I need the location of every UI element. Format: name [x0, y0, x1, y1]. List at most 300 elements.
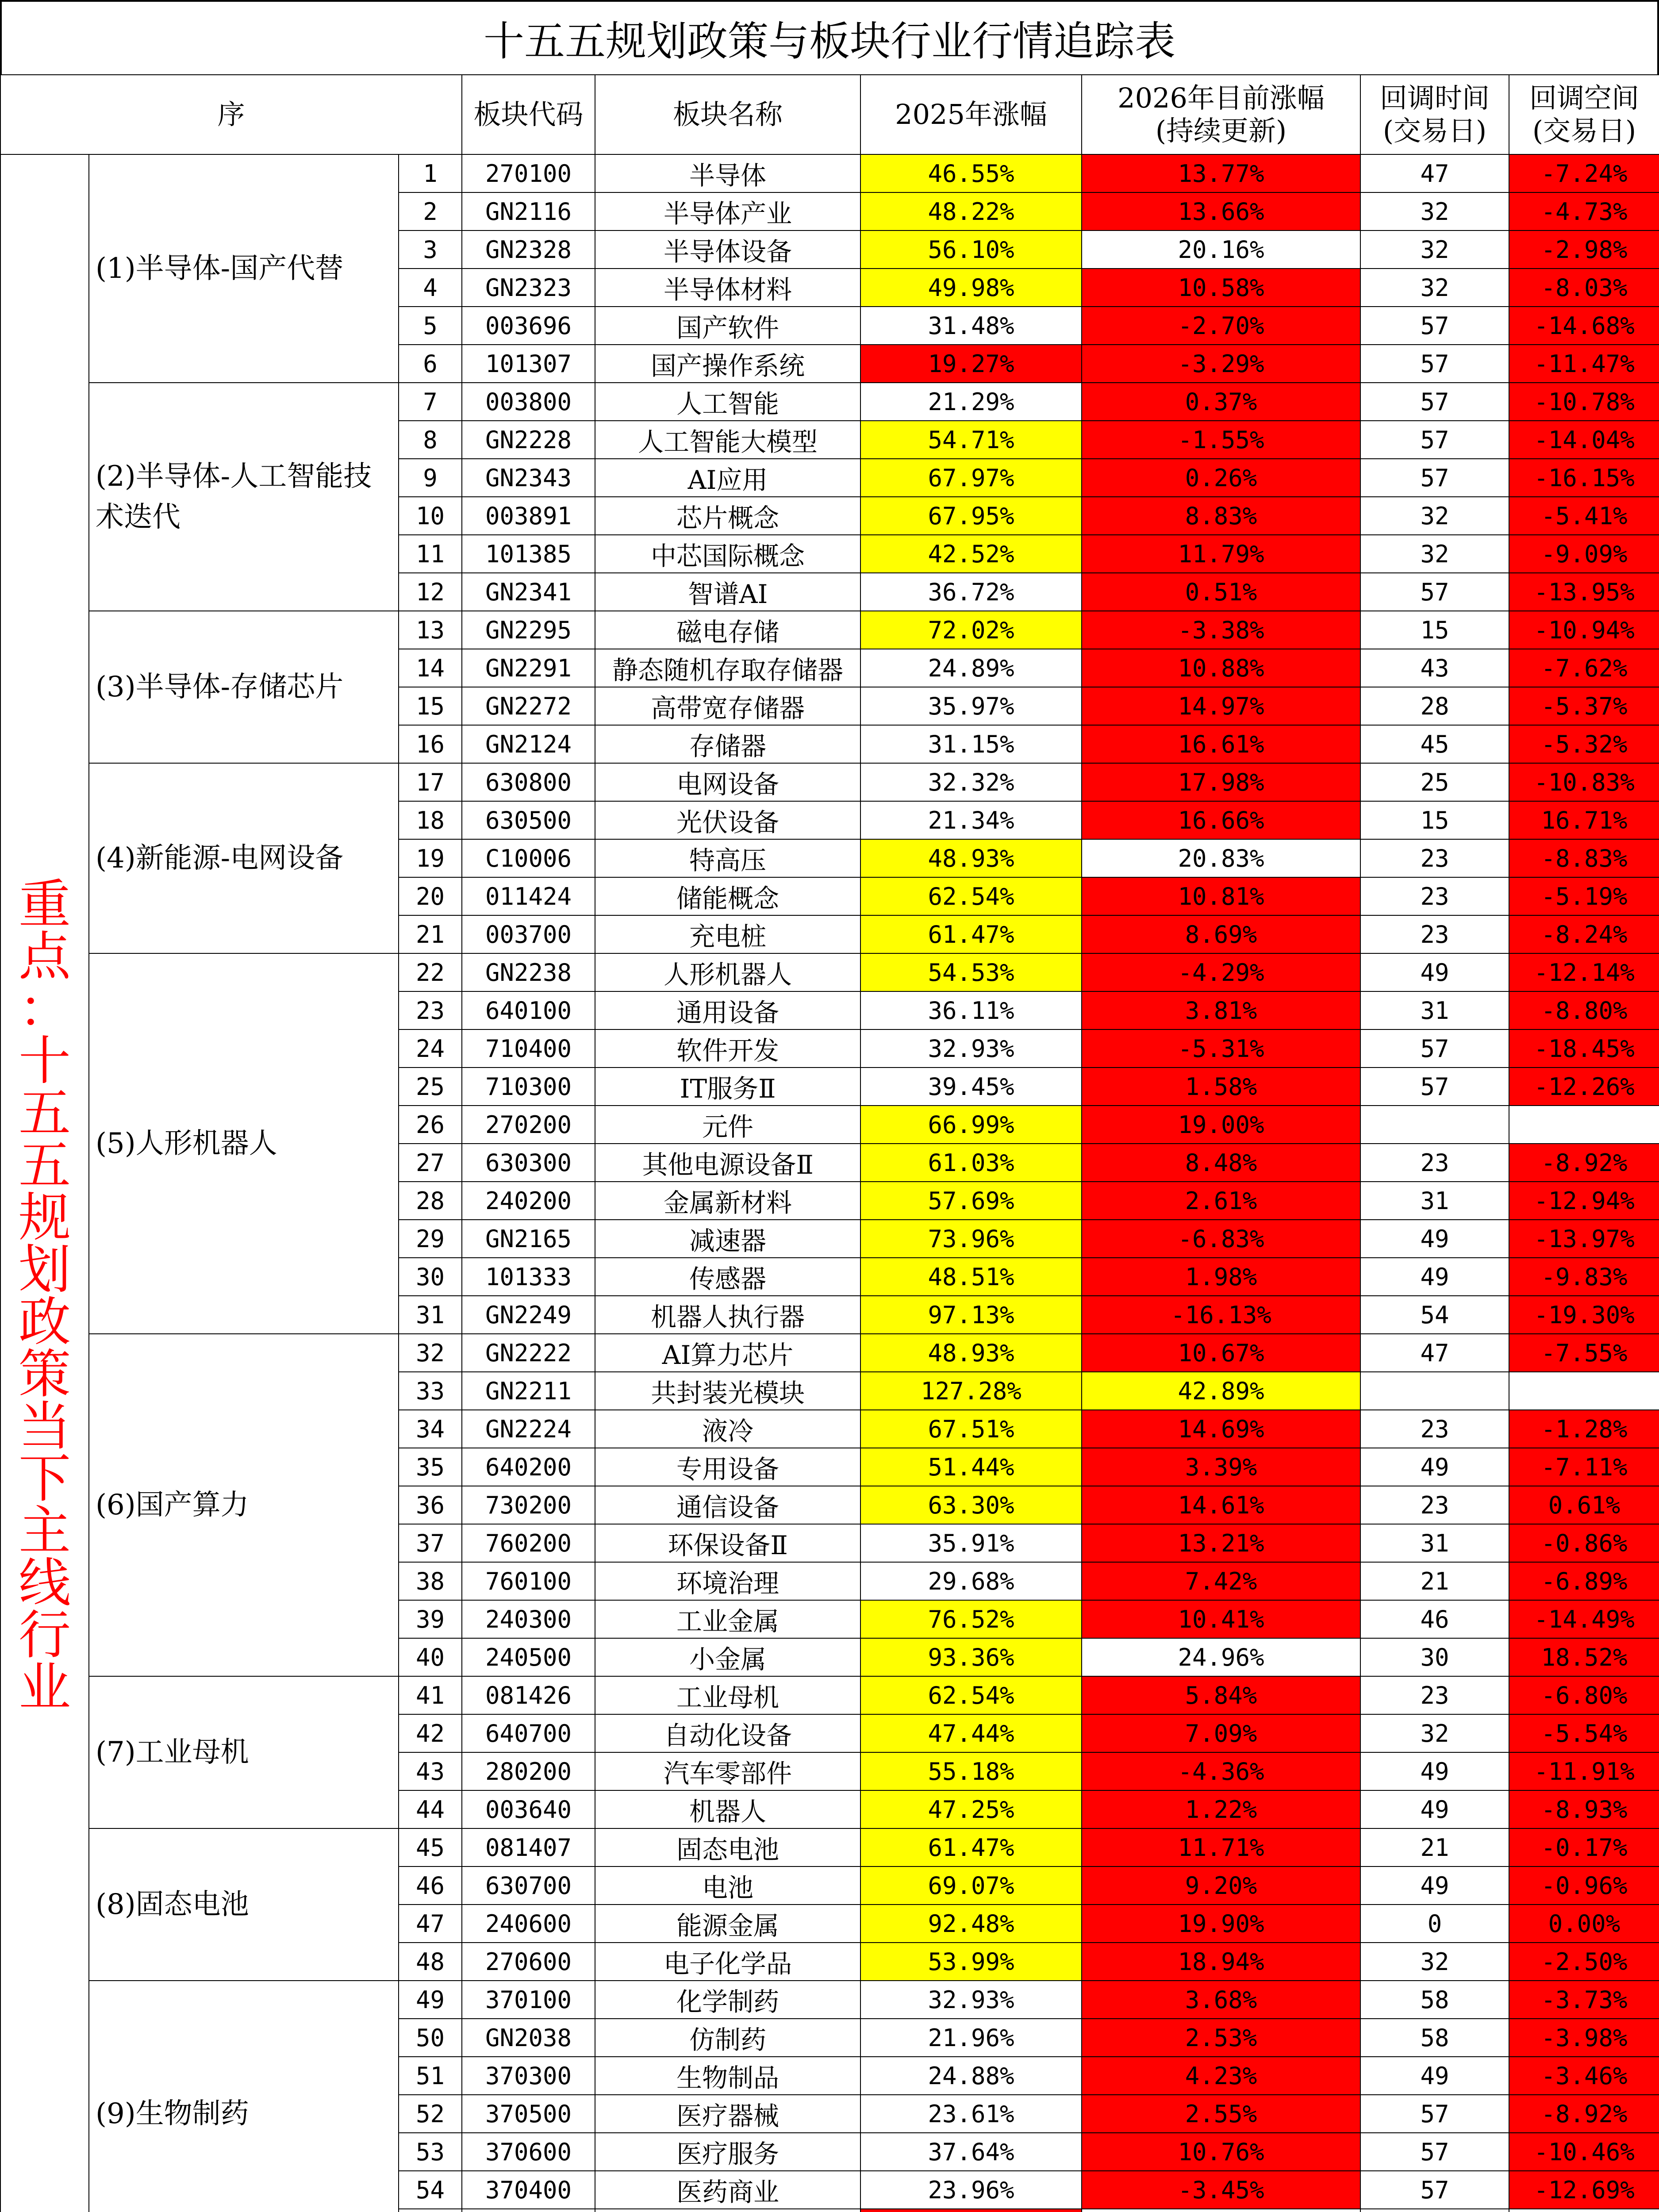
- gain-2026-cell: 13.21%: [1082, 1524, 1360, 1562]
- pullback-space-cell: -0.96%: [1509, 1866, 1659, 1905]
- pullback-days-cell: 15: [1360, 801, 1509, 839]
- pullback-space-cell: -10.78%: [1509, 383, 1659, 421]
- row-index-cell: 16: [399, 725, 462, 763]
- row-index-cell: 27: [399, 1144, 462, 1182]
- pullback-space-cell: [1509, 1372, 1659, 1410]
- sector-name-cell: 特高压: [595, 839, 860, 877]
- gain-2026-cell: 19.90%: [1082, 1905, 1360, 1943]
- sector-code-cell: 370300: [462, 2057, 595, 2095]
- gain-2025-cell: 47.25%: [860, 1790, 1082, 1828]
- row-index-cell: [399, 2209, 462, 2212]
- row-index-cell: 1: [399, 154, 462, 192]
- gain-2025-cell: 73.96%: [860, 1220, 1082, 1258]
- pullback-space-cell: -12.94%: [1509, 1182, 1659, 1220]
- gain-2025-cell: 61.47%: [860, 1828, 1082, 1866]
- sector-code-cell: 081426: [462, 1676, 595, 1714]
- sector-name-cell: 磁电存储: [595, 611, 860, 649]
- gain-2026-cell: -16.13%: [1082, 1296, 1360, 1334]
- sector-name-cell: 元件: [595, 1106, 860, 1144]
- gain-2026-cell: 16.66%: [1082, 801, 1360, 839]
- pullback-space-cell: -1.28%: [1509, 1410, 1659, 1448]
- group-label: (6)国产算力: [89, 1334, 399, 1676]
- tracking-table: [0, 74, 1659, 2212]
- row-index-cell: 31: [399, 1296, 462, 1334]
- row-index-cell: 12: [399, 573, 462, 611]
- row-index-cell: 30: [399, 1258, 462, 1296]
- gain-2025-cell: 32.32%: [860, 763, 1082, 801]
- gain-2026-cell: 13.77%: [1082, 154, 1360, 192]
- gain-2025-cell: 29.68%: [860, 1562, 1082, 1600]
- gain-2025-cell: 63.30%: [860, 1486, 1082, 1524]
- pullback-space-cell: -7.24%: [1509, 154, 1659, 192]
- sector-name-cell: 自动化设备: [595, 1714, 860, 1752]
- sector-name-cell: 通用设备: [595, 991, 860, 1029]
- pullback-days-cell: [1360, 1372, 1509, 1410]
- gain-2025-cell: 62.54%: [860, 877, 1082, 915]
- sector-name-cell: AI应用: [595, 459, 860, 497]
- pullback-space-cell: -8.92%: [1509, 1144, 1659, 1182]
- pullback-space-cell: -2.50%: [1509, 1943, 1659, 1981]
- sector-code-cell: 240300: [462, 1600, 595, 1638]
- gain-2025-cell: 127.28%: [860, 1372, 1082, 1410]
- pullback-space-cell: 16.71%: [1509, 801, 1659, 839]
- side-label-char: 五: [18, 1135, 71, 1196]
- pullback-days-cell: 49: [1360, 1448, 1509, 1486]
- gain-2026-cell: 20.16%: [1082, 230, 1360, 269]
- pullback-space-cell: -3.98%: [1509, 2019, 1659, 2057]
- pullback-days-cell: 49: [1360, 2057, 1509, 2095]
- gain-2026-cell: 0.26%: [1082, 459, 1360, 497]
- row-index-cell: 6: [399, 345, 462, 383]
- row-index-cell: 21: [399, 915, 462, 953]
- gain-2025-cell: 67.51%: [860, 1410, 1082, 1448]
- pullback-space-cell: -10.83%: [1509, 763, 1659, 801]
- table-row: [0, 953, 1659, 991]
- pullback-space-cell: -8.80%: [1509, 991, 1659, 1029]
- sector-code-cell: 710300: [462, 1068, 595, 1106]
- gain-2025-cell: 76.52%: [860, 1600, 1082, 1638]
- sector-name-cell: 国产软件: [595, 307, 860, 345]
- sector-code-cell: GN2291: [462, 649, 595, 687]
- table-row: [0, 1334, 1659, 1372]
- group-label: (2)半导体-人工智能技术迭代: [89, 383, 399, 611]
- sector-code-cell: GN2124: [462, 725, 595, 763]
- pullback-space-cell: -7.11%: [1509, 1448, 1659, 1486]
- row-index-cell: 35: [399, 1448, 462, 1486]
- sheet-title: 十五五规划政策与板块行业行情追踪表: [0, 0, 1659, 74]
- pullback-days-cell: 47: [1360, 1334, 1509, 1372]
- sector-code-cell: 630700: [462, 1866, 595, 1905]
- sector-code-cell: 370600: [462, 2133, 595, 2171]
- sector-name-cell: 其他电源设备Ⅱ: [595, 1144, 860, 1182]
- row-index-cell: 24: [399, 1029, 462, 1068]
- pullback-space-cell: -19.30%: [1509, 1296, 1659, 1334]
- sector-name-cell: 半导体材料: [595, 269, 860, 307]
- pullback-days-cell: 32: [1360, 1714, 1509, 1752]
- sector-code-cell: 280200: [462, 1752, 595, 1790]
- gain-2025-cell: 67.95%: [860, 497, 1082, 535]
- pullback-space-cell: -14.04%: [1509, 421, 1659, 459]
- sector-name-cell: 智谱AI: [595, 573, 860, 611]
- gain-2025-cell: 93.36%: [860, 1638, 1082, 1676]
- pullback-days-cell: 57: [1360, 307, 1509, 345]
- sector-code-cell: 640100: [462, 991, 595, 1029]
- sector-code-cell: GN2116: [462, 192, 595, 230]
- side-label-char: 十: [18, 1030, 71, 1091]
- gain-2025-cell: 57.69%: [860, 1182, 1082, 1220]
- pullback-space-cell: -11.47%: [1509, 345, 1659, 383]
- row-index-cell: 9: [399, 459, 462, 497]
- gain-2026-cell: -3.45%: [1082, 2171, 1360, 2209]
- row-index-cell: 32: [399, 1334, 462, 1372]
- sector-name-cell: 化学制药: [595, 1981, 860, 2019]
- gain-2025-cell: 42.52%: [860, 535, 1082, 573]
- pullback-space-cell: -9.09%: [1509, 535, 1659, 573]
- gain-2026-cell: 42.89%: [1082, 1372, 1360, 1410]
- pullback-days-cell: 49: [1360, 1258, 1509, 1296]
- gain-2026-cell: 3.68%: [1082, 1981, 1360, 2019]
- pullback-days-cell: 49: [1360, 1752, 1509, 1790]
- side-label-char: 五: [18, 1083, 71, 1144]
- gain-2026-cell: 10.76%: [1082, 2133, 1360, 2171]
- sector-code-cell: GN2228: [462, 421, 595, 459]
- pullback-days-cell: 25: [1360, 763, 1509, 801]
- sector-code-cell: 370500: [462, 2095, 595, 2133]
- sector-name-cell: 半导体: [595, 154, 860, 192]
- pullback-days-cell: 32: [1360, 230, 1509, 269]
- gain-2025-cell: 24.89%: [860, 649, 1082, 687]
- pullback-space-cell: 0.61%: [1509, 1486, 1659, 1524]
- pullback-days-cell: 28: [1360, 687, 1509, 725]
- sector-name-cell: 光伏设备: [595, 801, 860, 839]
- pullback-space-cell: -13.95%: [1509, 573, 1659, 611]
- sector-code-cell: 630800: [462, 763, 595, 801]
- gain-2025-cell: 49.98%: [860, 269, 1082, 307]
- gain-2025-cell: 31.48%: [860, 307, 1082, 345]
- gain-2025-cell: 21.29%: [860, 383, 1082, 421]
- gain-2026-cell: 5.84%: [1082, 1676, 1360, 1714]
- pullback-space-cell: [1509, 2209, 1659, 2212]
- pullback-days-cell: 45: [1360, 725, 1509, 763]
- sector-code-cell: GN2323: [462, 269, 595, 307]
- sector-code-cell: 370100: [462, 1981, 595, 2019]
- gain-2025-cell: 72.02%: [860, 611, 1082, 649]
- sector-code-cell: 081407: [462, 1828, 595, 1866]
- row-index-cell: 45: [399, 1828, 462, 1866]
- pullback-days-cell: [1360, 1106, 1509, 1144]
- pullback-days-cell: 32: [1360, 1943, 1509, 1981]
- group-label: (4)新能源-电网设备: [89, 763, 399, 953]
- sector-code-cell: GN2038: [462, 2019, 595, 2057]
- pullback-days-cell: [1360, 2209, 1509, 2212]
- row-index-cell: 49: [399, 1981, 462, 2019]
- gain-2026-cell: 7.42%: [1082, 1562, 1360, 1600]
- pullback-days-cell: 32: [1360, 497, 1509, 535]
- sector-name-cell: 静态随机存取存储器: [595, 649, 860, 687]
- pullback-space-cell: -8.92%: [1509, 2095, 1659, 2133]
- row-index-cell: 41: [399, 1676, 462, 1714]
- header-seq: 序: [0, 75, 462, 154]
- sector-name-cell: [595, 2209, 860, 2212]
- pullback-days-cell: 57: [1360, 345, 1509, 383]
- gain-2026-cell: 1.22%: [1082, 1790, 1360, 1828]
- sector-code-cell: 270200: [462, 1106, 595, 1144]
- sector-name-cell: 人工智能大模型: [595, 421, 860, 459]
- gain-2026-cell: 10.67%: [1082, 1334, 1360, 1372]
- row-index-cell: 4: [399, 269, 462, 307]
- row-index-cell: 7: [399, 383, 462, 421]
- pullback-days-cell: 31: [1360, 1524, 1509, 1562]
- header-code: 板块代码: [462, 75, 595, 154]
- gain-2026-cell: 10.81%: [1082, 877, 1360, 915]
- pullback-space-cell: -9.83%: [1509, 1258, 1659, 1296]
- sector-name-cell: 芯片概念: [595, 497, 860, 535]
- pullback-space-cell: -8.83%: [1509, 839, 1659, 877]
- gain-2026-cell: 16.61%: [1082, 725, 1360, 763]
- sector-code-cell: 003696: [462, 307, 595, 345]
- sector-code-cell: 011424: [462, 877, 595, 915]
- group-label: (5)人形机器人: [89, 953, 399, 1334]
- sector-name-cell: 机器人: [595, 1790, 860, 1828]
- gain-2025-cell: 54.53%: [860, 953, 1082, 991]
- sector-name-cell: 小金属: [595, 1638, 860, 1676]
- pullback-space-cell: -6.89%: [1509, 1562, 1659, 1600]
- sector-name-cell: 半导体设备: [595, 230, 860, 269]
- gain-2025-cell: 54.71%: [860, 421, 1082, 459]
- pullback-space-cell: 18.52%: [1509, 1638, 1659, 1676]
- table-row: [0, 611, 1659, 649]
- group-label: (3)半导体-存储芯片: [89, 611, 399, 763]
- gain-2025-cell: 53.99%: [860, 1943, 1082, 1981]
- pullback-space-cell: -14.68%: [1509, 307, 1659, 345]
- pullback-space-cell: -11.91%: [1509, 1752, 1659, 1790]
- gain-2026-cell: 7.09%: [1082, 1714, 1360, 1752]
- sector-code-cell: 003800: [462, 383, 595, 421]
- side-label-char: 政: [18, 1291, 71, 1352]
- gain-2026-cell: -4.29%: [1082, 953, 1360, 991]
- pullback-days-cell: 31: [1360, 991, 1509, 1029]
- sector-name-cell: 充电桩: [595, 915, 860, 953]
- gain-2026-cell: 8.69%: [1082, 915, 1360, 953]
- header-days-line2: (交易日): [1382, 115, 1487, 147]
- gain-2026-cell: -3.29%: [1082, 345, 1360, 383]
- sector-code-cell: GN2224: [462, 1410, 595, 1448]
- row-index-cell: 2: [399, 192, 462, 230]
- row-index-cell: 43: [399, 1752, 462, 1790]
- row-index-cell: 37: [399, 1524, 462, 1562]
- sector-code-cell: 003891: [462, 497, 595, 535]
- gain-2025-cell: 47.44%: [860, 1714, 1082, 1752]
- gain-2025-cell: 62.54%: [860, 1676, 1082, 1714]
- table-row: [0, 1828, 1659, 1866]
- sector-code-cell: 101385: [462, 535, 595, 573]
- sector-code-cell: GN2222: [462, 1334, 595, 1372]
- header-row: [0, 75, 1659, 154]
- pullback-days-cell: 46: [1360, 1600, 1509, 1638]
- row-index-cell: 22: [399, 953, 462, 991]
- row-index-cell: 40: [399, 1638, 462, 1676]
- gain-2026-cell: 13.66%: [1082, 192, 1360, 230]
- pullback-days-cell: 23: [1360, 1144, 1509, 1182]
- gain-2025-cell: 21.34%: [860, 801, 1082, 839]
- sector-code-cell: GN2295: [462, 611, 595, 649]
- gain-2026-cell: 10.41%: [1082, 1600, 1360, 1638]
- sector-code-cell: 101307: [462, 345, 595, 383]
- pullback-space-cell: -0.86%: [1509, 1524, 1659, 1562]
- side-label-char: 规: [18, 1187, 71, 1248]
- sector-name-cell: 医疗服务: [595, 2133, 860, 2171]
- pullback-space-cell: -3.46%: [1509, 2057, 1659, 2095]
- sector-code-cell: 003700: [462, 915, 595, 953]
- sector-code-cell: 240500: [462, 1638, 595, 1676]
- pullback-days-cell: 15: [1360, 611, 1509, 649]
- gain-2026-cell: 18.94%: [1082, 1943, 1360, 1981]
- pullback-space-cell: -5.32%: [1509, 725, 1659, 763]
- gain-2026-cell: 11.71%: [1082, 1828, 1360, 1866]
- row-index-cell: 23: [399, 991, 462, 1029]
- pullback-days-cell: 23: [1360, 1486, 1509, 1524]
- table-row: [0, 154, 1659, 192]
- sector-name-cell: 通信设备: [595, 1486, 860, 1524]
- gain-2026-cell: 9.20%: [1082, 1866, 1360, 1905]
- sector-name-cell: 汽车零部件: [595, 1752, 860, 1790]
- sector-name-cell: 固态电池: [595, 1828, 860, 1866]
- sector-name-cell: 环境治理: [595, 1562, 860, 1600]
- pullback-days-cell: 54: [1360, 1296, 1509, 1334]
- row-index-cell: 46: [399, 1866, 462, 1905]
- pullback-space-cell: -5.54%: [1509, 1714, 1659, 1752]
- side-label-text: [1, 874, 88, 1718]
- sector-code-cell: 730200: [462, 1486, 595, 1524]
- sector-code-cell: GN2211: [462, 1372, 595, 1410]
- sector-name-cell: 液冷: [595, 1410, 860, 1448]
- gain-2026-cell: 2.53%: [1082, 2019, 1360, 2057]
- row-index-cell: 48: [399, 1943, 462, 1981]
- sector-name-cell: 国产操作系统: [595, 345, 860, 383]
- sector-code-cell: 630500: [462, 801, 595, 839]
- gain-2025-cell: 35.91%: [860, 1524, 1082, 1562]
- side-label-char: 下: [18, 1448, 71, 1509]
- row-index-cell: 42: [399, 1714, 462, 1752]
- sector-code-cell: 101333: [462, 1258, 595, 1296]
- header-2025: 2025年涨幅: [860, 75, 1082, 154]
- row-index-cell: 14: [399, 649, 462, 687]
- sector-code-cell: 270100: [462, 154, 595, 192]
- gain-2026-cell: -4.36%: [1082, 1752, 1360, 1790]
- pullback-days-cell: 32: [1360, 269, 1509, 307]
- pullback-days-cell: 21: [1360, 1828, 1509, 1866]
- sector-name-cell: 仿制药: [595, 2019, 860, 2057]
- row-index-cell: 11: [399, 535, 462, 573]
- gain-2025-cell: 67.97%: [860, 459, 1082, 497]
- gain-2025-cell: 36.11%: [860, 991, 1082, 1029]
- row-index-cell: 51: [399, 2057, 462, 2095]
- gain-2025-cell: 32.93%: [860, 1029, 1082, 1068]
- sector-name-cell: 软件开发: [595, 1029, 860, 1068]
- pullback-days-cell: 47: [1360, 154, 1509, 192]
- side-label-char: 业: [18, 1657, 71, 1718]
- pullback-days-cell: 58: [1360, 1981, 1509, 2019]
- sector-name-cell: 存储器: [595, 725, 860, 763]
- pullback-space-cell: -18.45%: [1509, 1029, 1659, 1068]
- row-index-cell: 5: [399, 307, 462, 345]
- gain-2026-cell: 0.37%: [1082, 383, 1360, 421]
- gain-2026-cell: 1.98%: [1082, 1258, 1360, 1296]
- sector-name-cell: 生物制品: [595, 2057, 860, 2095]
- sector-code-cell: GN2272: [462, 687, 595, 725]
- table-row: [0, 1676, 1659, 1714]
- pullback-days-cell: 49: [1360, 953, 1509, 991]
- pullback-days-cell: 32: [1360, 535, 1509, 573]
- pullback-space-cell: -4.73%: [1509, 192, 1659, 230]
- sector-code-cell: 710400: [462, 1029, 595, 1068]
- gain-2025-cell: 32.93%: [860, 1981, 1082, 2019]
- header-days-line1: 回调时间: [1380, 82, 1490, 114]
- sector-name-cell: 电池: [595, 1866, 860, 1905]
- gain-2026-cell: 14.69%: [1082, 1410, 1360, 1448]
- sector-name-cell: 医药商业: [595, 2171, 860, 2209]
- pullback-space-cell: -10.46%: [1509, 2133, 1659, 2171]
- side-label-char: 线: [18, 1552, 71, 1613]
- header-pullback-space: [1509, 75, 1659, 154]
- sector-name-cell: 减速器: [595, 1220, 860, 1258]
- pullback-space-cell: -8.03%: [1509, 269, 1659, 307]
- sector-code-cell: 640700: [462, 1714, 595, 1752]
- pullback-days-cell: 31: [1360, 1182, 1509, 1220]
- row-index-cell: 39: [399, 1600, 462, 1638]
- gain-2026-cell: 24.96%: [1082, 1638, 1360, 1676]
- sector-code-cell: 240200: [462, 1182, 595, 1220]
- gain-2025-cell: 24.88%: [860, 2057, 1082, 2095]
- gain-2025-cell: 97.13%: [860, 1296, 1082, 1334]
- table-body: [0, 154, 1659, 2212]
- gain-2025-cell: 55.18%: [860, 1752, 1082, 1790]
- gain-2025-cell: 92.48%: [860, 1905, 1082, 1943]
- gain-2026-cell: -1.55%: [1082, 421, 1360, 459]
- pullback-space-cell: [1509, 1106, 1659, 1144]
- pullback-space-cell: -5.19%: [1509, 877, 1659, 915]
- sector-name-cell: AI算力芯片: [595, 1334, 860, 1372]
- row-index-cell: 15: [399, 687, 462, 725]
- sector-code-cell: C10006: [462, 839, 595, 877]
- gain-2026-cell: 1.58%: [1082, 1068, 1360, 1106]
- gain-2025-cell: 48.51%: [860, 1258, 1082, 1296]
- gain-2026-cell: 2.61%: [1082, 1182, 1360, 1220]
- side-label-char: 点: [18, 926, 71, 987]
- pullback-days-cell: 49: [1360, 1790, 1509, 1828]
- gain-2026-cell: -2.70%: [1082, 307, 1360, 345]
- gain-2026-cell: 0.51%: [1082, 573, 1360, 611]
- sector-name-cell: 电网设备: [595, 763, 860, 801]
- gain-2025-cell: 37.64%: [860, 2133, 1082, 2171]
- header-2026-line1: 2026年目前涨幅: [1118, 82, 1325, 114]
- header-name: 板块名称: [595, 75, 860, 154]
- gain-2025-cell: 48.93%: [860, 839, 1082, 877]
- gain-2026-cell: 3.39%: [1082, 1448, 1360, 1486]
- pullback-days-cell: 57: [1360, 383, 1509, 421]
- gain-2026-cell: 19.00%: [1082, 1106, 1360, 1144]
- sector-code-cell: 640200: [462, 1448, 595, 1486]
- sector-code-cell: 630300: [462, 1144, 595, 1182]
- row-index-cell: 20: [399, 877, 462, 915]
- sector-code-cell: 760100: [462, 1562, 595, 1600]
- gain-2025-cell: 46.55%: [860, 154, 1082, 192]
- pullback-days-cell: 58: [1360, 2019, 1509, 2057]
- gain-2026-cell: 8.48%: [1082, 1144, 1360, 1182]
- pullback-days-cell: 57: [1360, 2171, 1509, 2209]
- sector-name-cell: 中芯国际概念: [595, 535, 860, 573]
- sector-name-cell: 工业母机: [595, 1676, 860, 1714]
